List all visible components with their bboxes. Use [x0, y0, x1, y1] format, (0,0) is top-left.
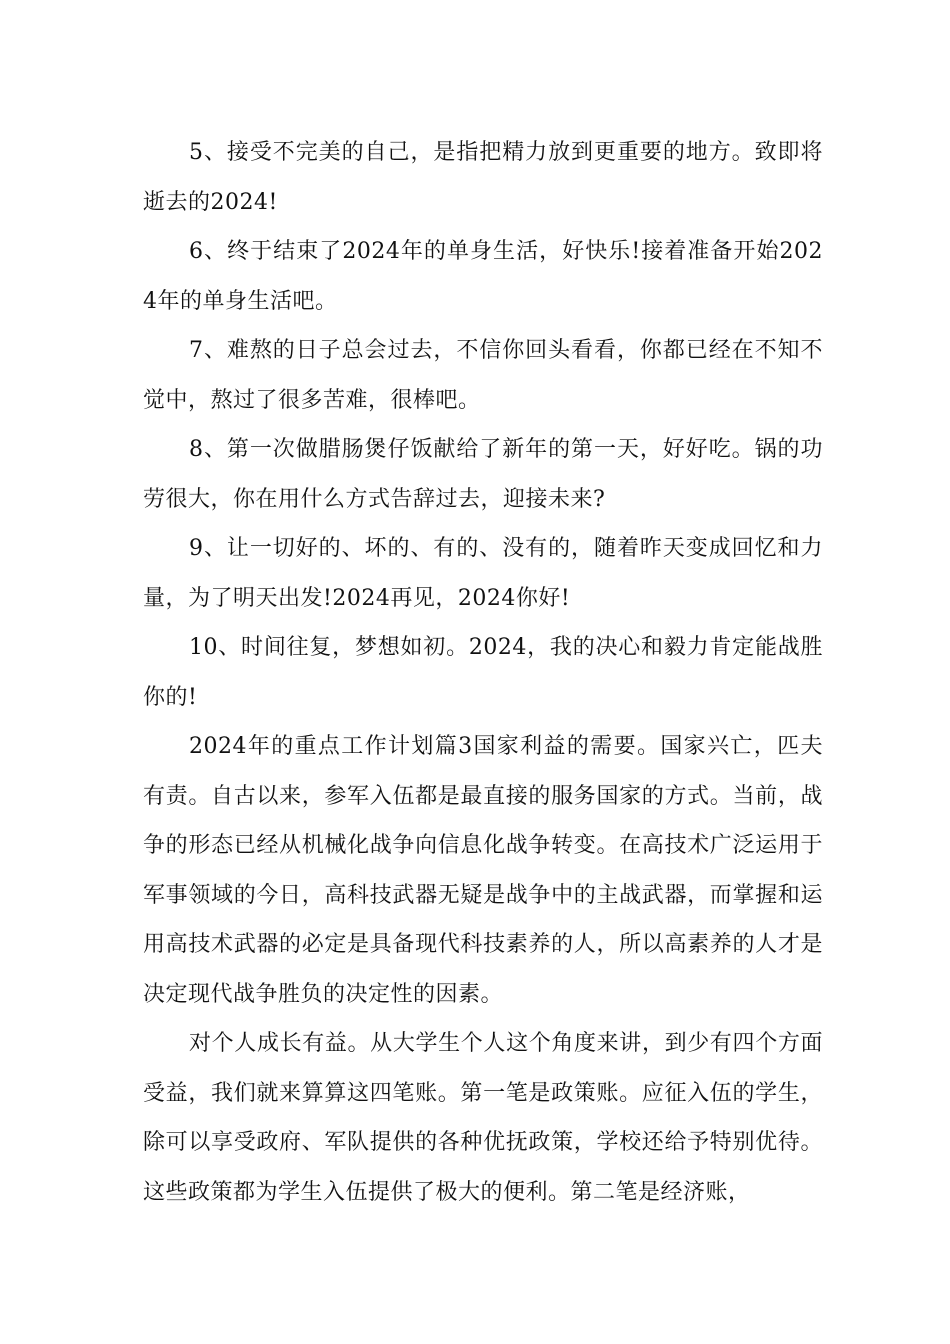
paragraph-6: 10、时间往复，梦想如初。2024，我的决心和毅力肯定能战胜你的!: [143, 635, 823, 710]
paragraph-1: 5、接受不完美的自己，是指把精力放到更重要的地方。致即将逝去的2024!: [143, 140, 823, 215]
paragraph-5: 9、让一切好的、坏的、有的、没有的，随着昨天变成回忆和力量，为了明天出发!2024再见，2024你好!: [143, 536, 823, 611]
paragraph-8: 对个人成长有益。从大学生个人这个角度来讲，到少有四个方面受益，我们就来算算这四笔账。第一笔是政策账。应征入伍的学生，除可以享受政府、军队提供的各种优抚政策，学校还给予特别优待。这些政策都为学生入伍提供了极大的便利。第二笔是经济账，: [143, 1031, 823, 1205]
paragraph-4: 8、第一次做腊肠煲仔饭献给了新年的第一天，好好吃。锅的功劳很大，你在用什么方式告辞过去，迎接未来?: [143, 437, 823, 512]
paragraph-3: 7、难熬的日子总会过去，不信你回头看看，你都已经在不知不觉中，熬过了很多苦难，很棒吧。: [143, 338, 823, 413]
paragraph-7: 2024年的重点工作计划篇3国家利益的需要。国家兴亡，匹夫有责。自古以来，参军入伍都是最直接的服务国家的方式。当前，战争的形态已经从机械化战争向信息化战争转变。在高技术广泛运用于军事领域的今日，高科技武器无疑是战争中的主战武器，而掌握和运用高技术武器的必定是具备现代科技素养的人，所以高素养的人才是决定现代战争胜负的决定性的因素。: [143, 734, 823, 1007]
document-body: [143, 128, 823, 1217]
paragraph-2: 6、终于结束了2024年的单身生活，好快乐!接着准备开始2024年的单身生活吧。: [143, 239, 823, 314]
